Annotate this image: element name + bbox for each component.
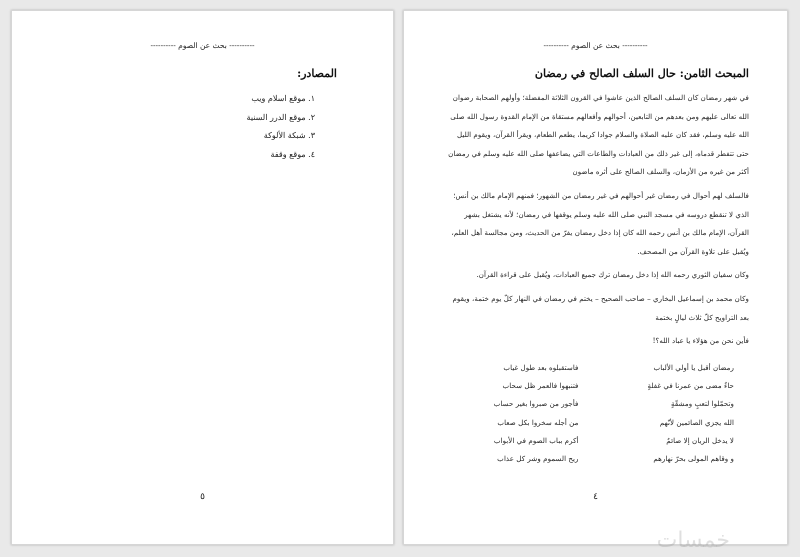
poem-verse: فأجور من صبروا بغير حساب <box>493 399 579 409</box>
poem-column-right <box>615 359 735 469</box>
section-heading: المبحث الثامن: حال السلف الصالح في رمضان <box>534 67 749 80</box>
poem-verse: رمضان أقبل يا أولي الألباب <box>653 362 734 372</box>
paragraph: وكان سفيان الثوري رحمه الله إذا دخل رمضان ترك جميع العبادات، ويُقبل على قراءة القرآن. <box>476 270 749 280</box>
page-left <box>11 10 394 545</box>
poem-verse: ريح السموم وشر كل عذاب <box>497 454 579 464</box>
page-header: ---------- بحث عن الصوم ---------- <box>150 41 255 50</box>
page-number: ٥ <box>200 492 205 502</box>
page-header: ---------- بحث عن الصوم ---------- <box>543 41 648 50</box>
poem-verse: من أجله سخروا بكل صعاب <box>497 417 579 427</box>
source-item: ٤. موقع وقفة <box>270 149 315 159</box>
sources-list <box>87 90 315 164</box>
poem <box>459 359 734 469</box>
poem-verse: فاستقبلوه بعد طول غياب <box>503 362 579 372</box>
sources-title: المصادر: <box>297 67 337 80</box>
poem-verse: حاءٌ مضى من عمرنا في غفلةٍ <box>647 381 734 391</box>
paragraph: فأين نحن من هؤلاء يا عباد الله؟! <box>652 336 749 346</box>
page-number: ٤ <box>593 492 598 502</box>
watermark-logo: خمسات <box>656 528 730 553</box>
sources-section <box>87 67 337 164</box>
poem-column-left <box>459 359 579 469</box>
page-right <box>403 10 788 545</box>
paragraph: فالسلف لهم أحوال في رمضان غير أحوالهم في غير رمضان من الشهور؛ فمنهم الإمام مالك بن أنس؛ الذي لا تنقطع دروسه في مسجد النبي صلى الله عليه وسلم يوقفها في رمضان؛ لأنه يشتغل بشهر القرآن، الإمام مالك بن أنس رحمه الله كان إذا دخل رمضان يفرّ من الحديث، ومن مجالسة أهل العلم، ويُقبل على تلاوة القرآن من المصحف. <box>451 190 749 256</box>
paragraph: وكان محمد بن إسماعيل البخاري – صاحب الصحيح – يختم في رمضان في النهار كلّ يوم ختمة، ويقوم بعد التراويح كلّ ثلاث ليالٍ بختمة <box>452 293 749 322</box>
poem-verse: الله يجزي الصائمين لأنّهم <box>659 417 734 427</box>
poem-verse: وتحمّلوا لتعبٍ ومشقّةٍ <box>670 399 734 409</box>
paragraph: في شهر رمضان كان السلف الصالح الذين عاشوا في القرون الثلاثة المفضلة؛ وأولهم الصحابة رضوان الله تعالى عليهم ومن بعدهم من التابعين، أحوالهم وأفعالهم مستقاة من الإمام القدوة رسول الله صلى الله عليه وسلم، فقد كان عليه الصلاة والسلام جوادا كريما، يطعم الطعام، ويقرأ القرآن، ويقوم الليل حتى تتفطر قدماه، إلى غير ذلك من العبادات والطاعات التي يضاعفها صلى الله عليه وسلم في رمضان أكثر من غيره من الأزمان، والسلف الصالح على أثره ماضون <box>448 93 749 177</box>
poem-verse: أكرم بباب الصوم في الأبواب <box>493 435 579 445</box>
poem-verse: لا يدخل الريان إلا صائمٌ <box>666 435 734 445</box>
source-item: ٣. شبكة الألوكة <box>263 131 315 140</box>
poem-verse: و وقاهم المولى بحرّ نهارهم <box>653 454 734 464</box>
source-item: ١. موقع اسلام ويب <box>251 94 315 103</box>
section-content <box>444 67 749 469</box>
source-item: ٢. موقع الدرر السنية <box>246 112 315 122</box>
poem-verse: فتنبهوا فالعمر ظل سحاب <box>502 381 579 391</box>
